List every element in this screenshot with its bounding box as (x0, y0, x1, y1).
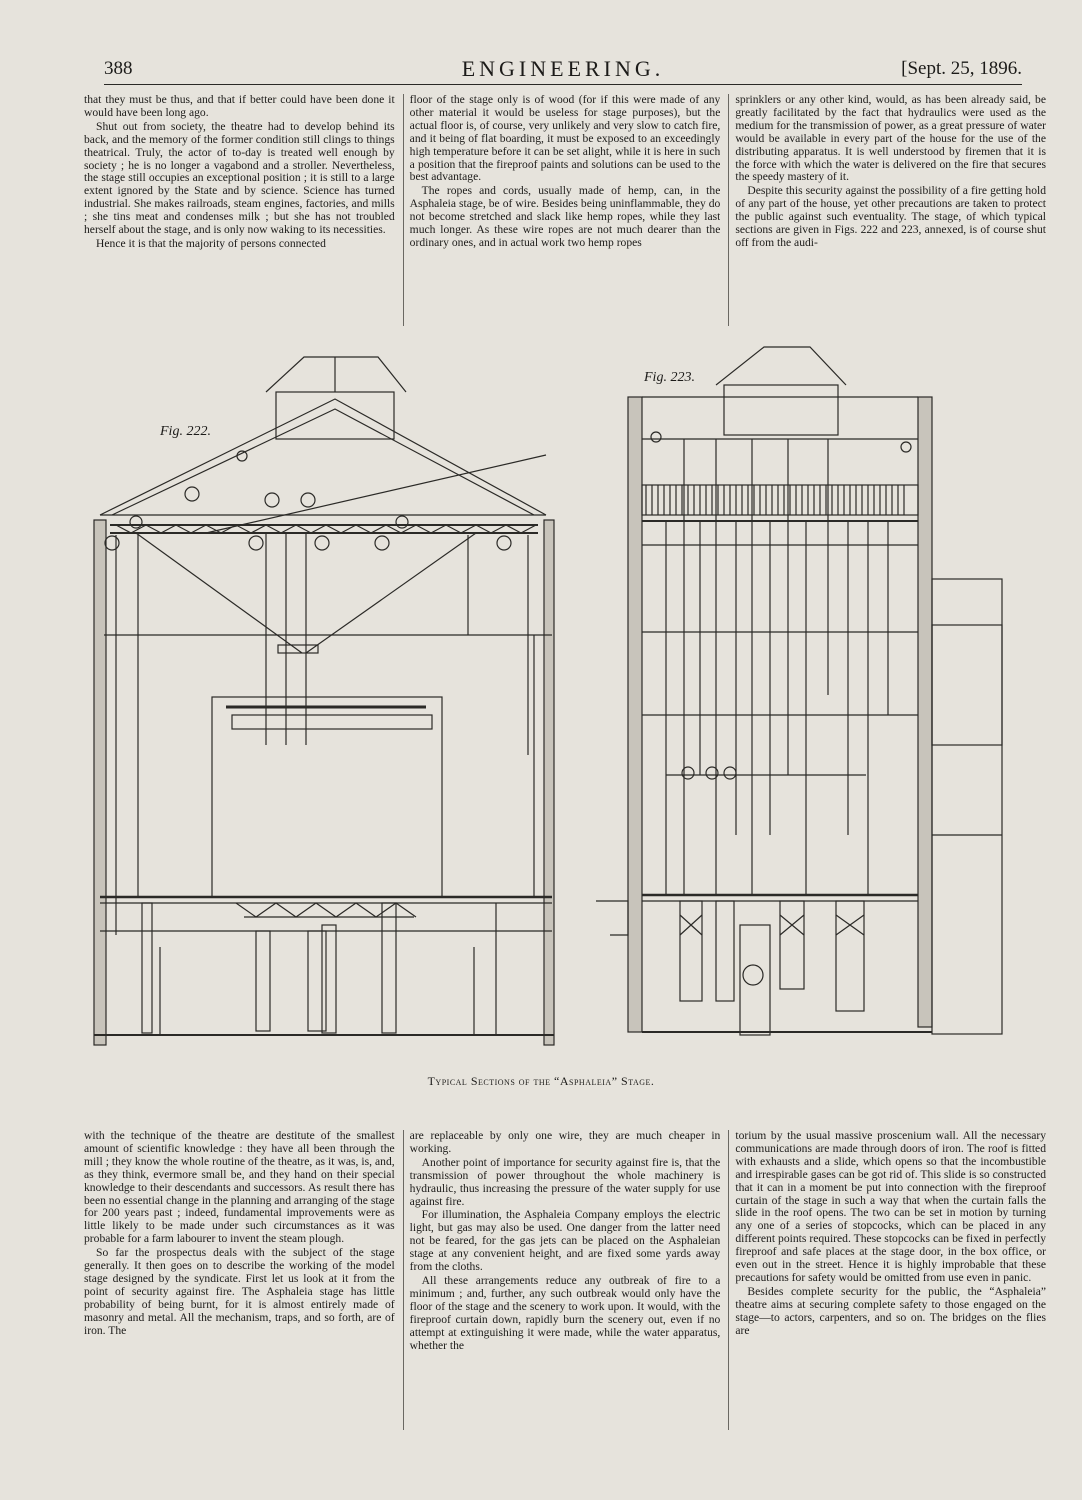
page-number: 388 (104, 58, 133, 79)
paragraph: that they must be thus, and that if better could have been done it would have been long ago. (84, 94, 395, 119)
bottom-column-3 (728, 1130, 1046, 1430)
journal-title: ENGINEERING. (461, 56, 665, 81)
paragraph: sprinklers or any other kind, would, as has been already said, be greatly facilitated by the fact that hydraulics were used as the medium for the transmission of power, as a great pressure of water would be available in every part of the house for the use of the distributing apparatus. It is well understood by firemen that it is the force with which the water is delivered on the fire that secures the speedy mastery of it. (735, 94, 1047, 184)
paragraph: with the technique of the theatre are destitute of the smallest amount of scientific knowledge : they have all been through the mill ; they know the whole routine of the theatre, as it was, is, and, as they think, evermore small be, and they hand on their special knowledge to their descendants and successors. As result there has been no essential change in the planning and arranging of the stage for 200 years past ; indeed, fundamental improvements were as little likely to be made under such circumstances as it was probable for a farm labourer to invent the steam plough. (84, 1130, 395, 1246)
stage-section-drawings (76, 335, 1026, 1070)
paragraph: floor of the stage only is of wood (for if this were made of any other material it would be useless for stage purposes), but the actual floor is, of course, very unlikely and very slow to catch fire, and it being of flat boarding, it must be exposed to an exceedingly high temperature before it can be set alight, while it is here in such a position that the fireproof paints and solutions can be used to the best advantage. (409, 94, 721, 184)
fig-223-pulleys (651, 432, 911, 779)
top-column-2 (403, 94, 721, 326)
paragraph: The ropes and cords, usually made of hemp, can, in the Asphaleia stage, be of wire. Besides being uninflammable, they do not become stretched and slack like hemp ropes, while they last much longer. As these wire ropes are not much dearer than the ordinary ones, and in actual work two hemp ropes (409, 184, 721, 249)
fig-222-drawing (94, 357, 554, 1045)
top-column-1 (84, 94, 395, 326)
paragraph: are replaceable by only one wire, they are much cheaper in working. (409, 1130, 721, 1155)
bottom-text-columns (84, 1130, 1046, 1430)
bottom-column-2 (403, 1130, 721, 1430)
paragraph: Another point of importance for security against fire is, that the transmission of power throughout the whole machinery is hydraulic, thus increasing the pressure of the water supply for use against fire. (409, 1155, 721, 1208)
paragraph: Hence it is that the majority of persons connected (96, 236, 326, 250)
paragraph: So far the prospectus deals with the subject of the stage generally. It then goes on to describe the working of the model stage designed by the syndicate. First let us look at it from the point of security against fire. The Asphaleia stage has little probability of being burnt, for it is almost entirely made of masonry and metal. All the mechanism, traps, and so forth, are of iron. The (84, 1246, 395, 1337)
figure-caption: Typical Sections of the “Asphaleia” Stage. (427, 1074, 655, 1088)
top-text-columns (84, 94, 1046, 326)
paragraph: For illumination, the Asphaleia Company employs the electric light, but gas may also be used. One danger from the latter need not be feared, for the gas jets can be placed on the Asphaleian stage at any convenient height, and are fixed some yards away from the cloths. (409, 1208, 721, 1274)
paragraph: Despite this security against the possibility of a fire getting hold of any part of the house, yet other precautions are taken to protect the public against such eventuality. The stage, of which typical sections are given in Figs. 222 and 223, annexed, is of course shut off from the audi- (735, 184, 1047, 249)
fig-223-drawing (596, 347, 1002, 1035)
paragraph: Besides complete security for the public, the “Asphaleia” theatre aims at securing complete safety to those engaged on the stage—to actors, carpenters, and so on. The bridges on the flies are (735, 1284, 1047, 1337)
paragraph: All these arrangements reduce any outbreak of fire to a minimum ; and, further, any such outbreak would only have the floor of the stage and the scenery to work upon. It would, with the fireproof curtain down, rapidly burn the scenery out, even if no attempt at extinguishing it were made, while the water apparatus, whether the (409, 1273, 721, 1352)
issue-date: [Sept. 25, 1896. (901, 58, 1022, 79)
fig-222-pulleys (105, 451, 511, 550)
top-column-3 (728, 94, 1046, 326)
bottom-column-1 (84, 1130, 395, 1430)
paragraph: torium by the usual massive proscenium wall. All the necessary communications are made through doors of iron. The roof is fitted with exhausts and a slide, which opens so that the incombustible and irrespirable gases can be got rid of. This slide is so constructed that it can in a moment be put into connection with the fireproof curtain of the stage in such a way that when the curtain falls the slide in the roof opens. The two can be set in motion by turning any one of a series of stopcocks, which can be placed in any different points required. These stopcocks can be fixed in perfectly fireproof and safe places at the stage door, in the box office, or even out in the street. Hence it is highly improbable that these precautions for safety would be omitted from use even in panic. (735, 1130, 1047, 1284)
paragraph: Shut out from society, the theatre had to develop behind its back, and the memory of the former condition still clings to things theatrical. Truly, the actor of to-day is treated well enough by society ; he is no longer a vagabond and a stroller. Nevertheless, the stage still occupies an exceptional position ; it is still to a large extent ignored by the State and by science. Science has turned industrial. She makes railroads, steam engines, factories, and mills ; she tins meat and condenses milk ; but she has not troubled herself about the stage, and is only now waking to its necessities. (84, 119, 395, 237)
page-header (104, 56, 1022, 85)
fig-222-label: Fig. 222. (160, 424, 211, 439)
fig-223-label: Fig. 223. (644, 370, 695, 385)
